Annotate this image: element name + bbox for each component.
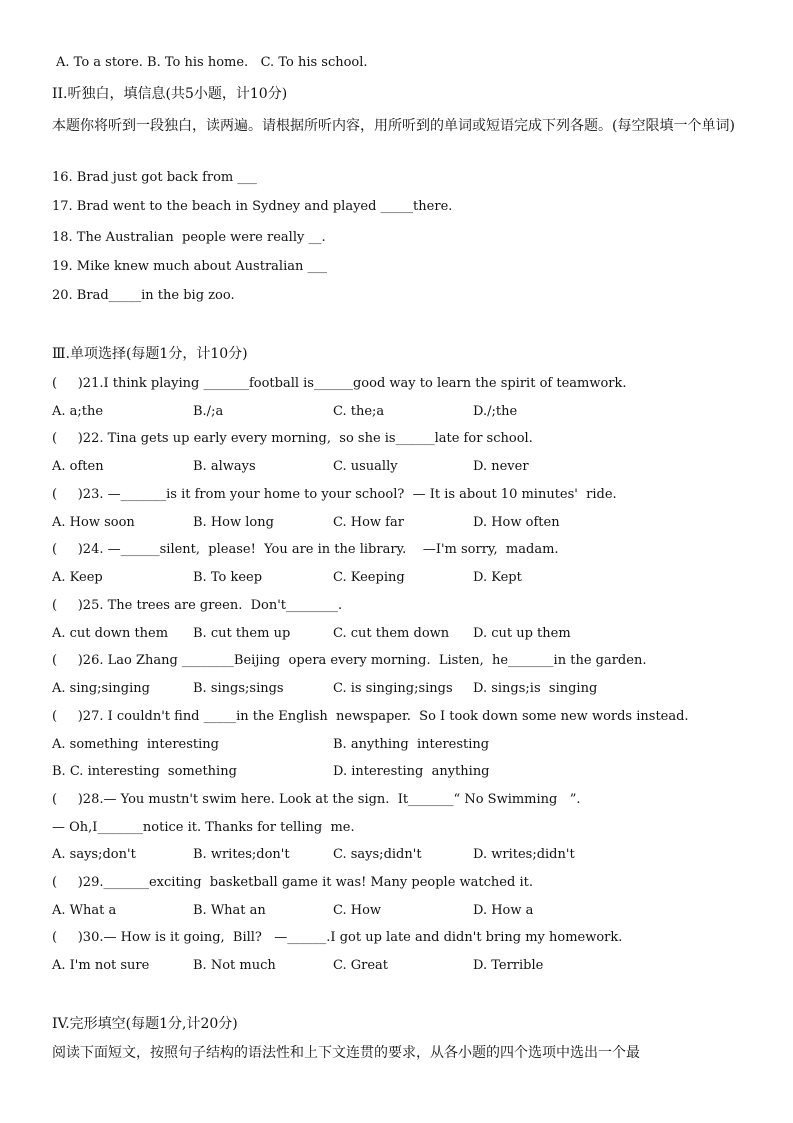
q21-stem: ( )21.I think playing _______football is______good way to learn the spirit of teamwork. (52, 376, 627, 391)
q27-option-d: D. interesting anything (333, 764, 490, 779)
q30-option-a: A. I'm not sure (52, 958, 150, 973)
q27-stem: ( )27. I couldn't find _____in the English newspaper. So I took down some new words instead. (52, 709, 689, 724)
q22-option-a: A. often (52, 459, 104, 474)
q24-option-a: A. Keep (52, 570, 103, 585)
q24-option-b: B. To keep (193, 570, 263, 585)
section2-instruction: 本题你将听到一段独白，读两遍。请根据所听内容，用所听到的单词或短语完成下列各题。(每空限填一个单词) (52, 118, 735, 134)
q28-option-a: A. says;don't (52, 847, 136, 862)
q29-option-c: C. How (333, 903, 382, 918)
q25-option-a: A. cut down them (52, 626, 169, 641)
q30-stem: ( )30.— How is it going, Bill? —______.I got up late and didn't bring my homework. (52, 930, 623, 945)
q21-option-a: A. a;the (52, 404, 104, 419)
section4-instruction: 阅读下面短文，按照句子结构的语法性和上下文连贯的要求，从各小题的四个选项中选出一个最 (52, 1045, 640, 1061)
item-20: 20. Brad_____in the big zoo. (52, 288, 235, 303)
q26-option-a: A. sing;singing (52, 681, 150, 696)
q21-option-c: C. the;a (333, 404, 385, 419)
q25-stem: ( )25. The trees are green. Don't________. (52, 598, 343, 613)
item-16: 16. Brad just got back from ___ (52, 170, 257, 185)
q29-option-d: D. How a (473, 903, 534, 918)
q29-option-b: B. What an (193, 903, 266, 918)
q28-option-c: C. says;didn't (333, 847, 422, 862)
q21-option-b: B./;a (193, 404, 224, 419)
q27-option-b: B. anything interesting (333, 737, 490, 752)
q24-stem: ( )24. —______silent, please! You are in the library. —I'm sorry, madam. (52, 542, 559, 557)
section2-title: II.听独白，填信息(共5小题，计10分) (52, 86, 288, 102)
q23-option-a: A. How soon (52, 515, 135, 530)
q22-option-c: C. usually (333, 459, 398, 474)
q26-option-b: B. sings;sings (193, 681, 284, 696)
item-19: 19. Mike knew much about Australian ___ (52, 259, 327, 274)
q25-option-d: D. cut up them (473, 626, 571, 641)
q22-stem: ( )22. Tina gets up early every morning, so she is______late for school. (52, 431, 533, 446)
q25-option-c: C. cut them down (333, 626, 450, 641)
q15-options: A. To a store. B. To his home. C. To his school. (56, 55, 368, 70)
q28-option-d: D. writes;didn't (473, 847, 575, 862)
q23-option-b: B. How long (193, 515, 274, 530)
q23-stem: ( )23. —_______is it from your home to your school? — It is about 10 minutes' ride. (52, 487, 617, 502)
q23-option-c: C. How far (333, 515, 404, 530)
item-17: 17. Brad went to the beach in Sydney and played _____there. (52, 199, 453, 214)
section3-title: Ⅲ.单项选择(每题1分，计10分) (52, 346, 248, 362)
q27-option-c: B. C. interesting something (52, 764, 237, 779)
q22-option-b: B. always (193, 459, 256, 474)
q29-option-a: A. What a (52, 903, 117, 918)
q26-stem: ( )26. Lao Zhang ________Beijing opera every morning. Listen, he_______in the garden. (52, 653, 647, 668)
q30-option-c: C. Great (333, 958, 389, 973)
q24-option-d: D. Kept (473, 570, 522, 585)
q24-option-c: C. Keeping (333, 570, 405, 585)
q29-stem: ( )29._______exciting basketball game it was! Many people watched it. (52, 875, 533, 890)
q30-option-b: B. Not much (193, 958, 276, 973)
q21-option-d: D./;the (473, 404, 518, 419)
q30-option-d: D. Terrible (473, 958, 544, 973)
q26-option-d: D. sings;is singing (473, 681, 598, 696)
q28-option-b: B. writes;don't (193, 847, 290, 862)
item-18: 18. The Australian people were really __. (52, 230, 326, 245)
q28-stem: ( )28.— You mustn't swim here. Look at the sign. It_______“ No Swimming ”. (52, 792, 581, 807)
section4-title: IV.完形填空(每题1分,计20分) (52, 1016, 238, 1032)
q26-option-c: C. is singing;sings (333, 681, 453, 696)
q22-option-d: D. never (473, 459, 529, 474)
q25-option-b: B. cut them up (193, 626, 291, 641)
q23-option-d: D. How often (473, 515, 560, 530)
q27-option-a: A. something interesting (52, 737, 219, 752)
q28-stem-reply: — Oh,I_______notice it. Thanks for telling me. (52, 820, 355, 835)
